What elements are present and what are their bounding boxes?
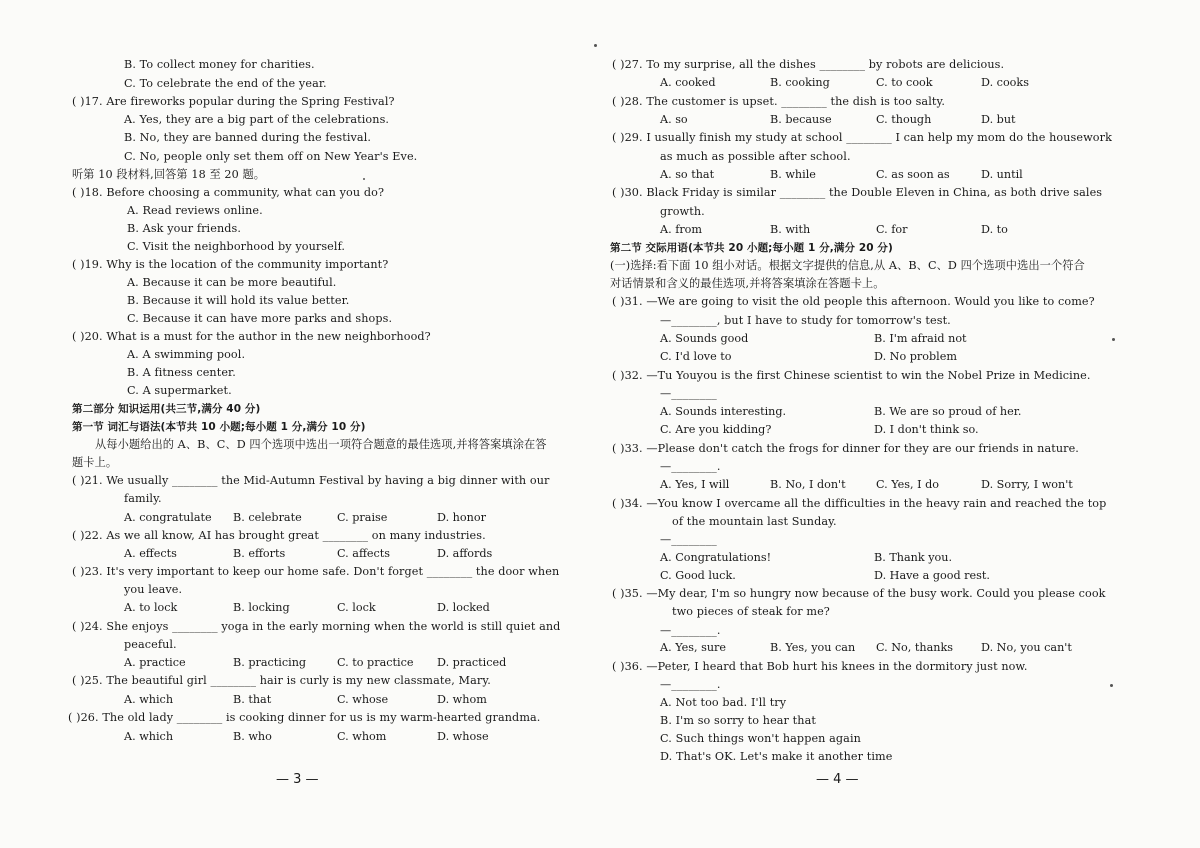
option-29-a: A. so that — [660, 168, 715, 181]
text-line: (一)选择:看下面 10 组小对话。根据文字提供的信息,从 A、B、C、D 四个选项中选出一个符合 — [610, 259, 1085, 272]
text-line: —________ — [660, 387, 717, 400]
text-line: ( )34. —You know I overcame all the difficulties in the heavy rain and reached the top — [612, 497, 1107, 510]
text-line: ( )20. What is a must for the author in the new neighborhood? — [72, 330, 431, 343]
text-line: —________, but I have to study for tomorrow's test. — [660, 314, 951, 327]
text-line: ( )25. The beautiful girl ________ hair is curly is my new classmate, Mary. — [72, 674, 491, 687]
section-heading: 第一节 词汇与语法(本节共 10 小题;每小题 1 分,满分 10 分) — [72, 421, 366, 433]
text-line: —________ — [660, 533, 717, 546]
option-22-b: B. efforts — [233, 547, 286, 560]
option-35-d: D. No, you can't — [981, 641, 1072, 654]
option-25-d: D. whom — [437, 693, 487, 706]
text-line: C. A supermarket. — [127, 384, 232, 397]
option-30-b: B. with — [770, 223, 811, 236]
option-34-d: D. Have a good rest. — [874, 569, 990, 582]
option-31-d: D. No problem — [874, 350, 957, 363]
option-28-c: C. though — [876, 113, 932, 126]
text-line: ( )31. —We are going to visit the old people this afternoon. Would you like to come? — [612, 295, 1095, 308]
text-line: ( )35. —My dear, I'm so hungry now because of the busy work. Could you please cook — [612, 587, 1106, 600]
section-heading: 第二节 交际用语(本节共 20 小题;每小题 1 分,满分 20 分) — [610, 242, 893, 254]
text-line: B. I'm so sorry to hear that — [660, 714, 816, 727]
text-line: ( )22. As we all know, AI has brought great ________ on many industries. — [72, 529, 486, 542]
option-25-a: A. which — [124, 693, 174, 706]
option-26-b: B. who — [233, 730, 272, 743]
text-line: 对话情景和含义的最佳选项,并将答案填涂在答题卡上。 — [610, 277, 885, 290]
option-21-c: C. praise — [337, 511, 388, 524]
text-line: growth. — [660, 205, 705, 218]
option-21-b: B. celebrate — [233, 511, 302, 524]
text-line: ( )29. I usually finish my study at school ________ I can help my mom do the housework — [612, 131, 1112, 144]
section-heading: 第二部分 知识运用(共三节,满分 40 分) — [72, 403, 261, 415]
text-line: —________. — [660, 624, 721, 637]
option-32-c: C. Are you kidding? — [660, 423, 772, 436]
text-line: ( )18. Before choosing a community, what can you do? — [72, 186, 385, 199]
text-line: C. Visit the neighborhood by yourself. — [127, 240, 346, 253]
text-line: ( )17. Are fireworks popular during the Spring Festival? — [72, 95, 395, 108]
option-27-c: C. to cook — [876, 76, 933, 89]
option-24-b: B. practicing — [233, 656, 307, 669]
option-34-c: C. Good luck. — [660, 569, 736, 582]
option-23-b: B. locking — [233, 601, 290, 614]
text-line: A. Because it can be more beautiful. — [127, 276, 337, 289]
text-line: you leave. — [124, 583, 183, 596]
text-line: B. Because it will hold its value better. — [127, 294, 350, 307]
option-24-a: A. practice — [124, 656, 186, 669]
text-line: —________. — [660, 678, 721, 691]
option-32-b: B. We are so proud of her. — [874, 405, 1022, 418]
scan-speck — [1110, 684, 1113, 687]
text-line: ( )21. We usually ________ the Mid-Autumn Festival by having a big dinner with our — [72, 474, 550, 487]
text-line: C. Because it can have more parks and shops. — [127, 312, 393, 325]
option-23-c: C. lock — [337, 601, 376, 614]
option-23-d: D. locked — [437, 601, 490, 614]
option-22-c: C. affects — [337, 547, 391, 560]
option-31-b: B. I'm afraid not — [874, 332, 967, 345]
text-line: C. To celebrate the end of the year. — [124, 77, 327, 90]
option-29-b: B. while — [770, 168, 816, 181]
option-25-c: C. whose — [337, 693, 389, 706]
option-35-b: B. Yes, you can — [770, 641, 856, 654]
text-line: two pieces of steak for me? — [672, 605, 830, 618]
text-line: A. A swimming pool. — [127, 348, 246, 361]
scan-speck — [1112, 338, 1115, 341]
text-line: B. Ask your friends. — [127, 222, 242, 235]
text-line: 从每小题给出的 A、B、C、D 四个选项中选出一项符合题意的最佳选项,并将答案填涂在答 — [95, 438, 547, 451]
option-32-a: A. Sounds interesting. — [660, 405, 787, 418]
option-29-c: C. as soon as — [876, 168, 950, 181]
option-24-d: D. practiced — [437, 656, 507, 669]
option-26-c: C. whom — [337, 730, 387, 743]
text-line: B. A fitness center. — [127, 366, 236, 379]
text-line: as much as possible after school. — [660, 150, 851, 163]
option-31-a: A. Sounds good — [660, 332, 749, 345]
option-31-c: C. I'd love to — [660, 350, 732, 363]
text-line: ( )23. It's very important to keep our home safe. Don't forget ________ the door when — [72, 565, 560, 578]
text-line: ( )36. —Peter, I heard that Bob hurt his knees in the dormitory just now. — [612, 660, 1028, 673]
option-30-a: A. from — [660, 223, 703, 236]
option-35-c: C. No, thanks — [876, 641, 954, 654]
option-30-c: C. for — [876, 223, 908, 236]
text-line: family. — [124, 492, 162, 505]
text-line: A. Not too bad. I'll try — [660, 696, 787, 709]
option-24-c: C. to practice — [337, 656, 414, 669]
text-line: ( )27. To my surprise, all the dishes ________ by robots are delicious. — [612, 58, 1005, 71]
text-line: D. That's OK. Let's make it another time — [660, 750, 893, 763]
text-line: C. Such things won't happen again — [660, 732, 861, 745]
text-line: —________. — [660, 460, 721, 473]
option-30-d: D. to — [981, 223, 1008, 236]
option-28-d: D. but — [981, 113, 1016, 126]
right-page — [600, 0, 1200, 848]
option-23-a: A. to lock — [124, 601, 178, 614]
option-32-d: D. I don't think so. — [874, 423, 979, 436]
text-line: ( )28. The customer is upset. ________ the dish is too salty. — [612, 95, 946, 108]
option-22-a: A. effects — [124, 547, 177, 560]
text-line: peaceful. — [124, 638, 177, 651]
text-line: of the mountain last Sunday. — [672, 515, 837, 528]
option-21-a: A. congratulate — [124, 511, 212, 524]
option-28-b: B. because — [770, 113, 832, 126]
option-27-a: A. cooked — [660, 76, 716, 89]
option-33-d: D. Sorry, I won't — [981, 478, 1073, 491]
text-line: ( )30. Black Friday is similar ________ the Double Eleven in China, as both drive sales — [612, 186, 1103, 199]
option-35-a: A. Yes, sure — [660, 641, 726, 654]
option-28-a: A. so — [660, 113, 688, 126]
option-34-b: B. Thank you. — [874, 551, 953, 564]
text-line: 题卡上。 — [72, 456, 118, 469]
option-33-a: A. Yes, I will — [660, 478, 730, 491]
scan-speck — [363, 178, 365, 180]
text-line: ( )33. —Please don't catch the frogs for dinner for they are our friends in nature. — [612, 442, 1079, 455]
option-27-d: D. cooks — [981, 76, 1029, 89]
option-34-a: A. Congratulations! — [660, 551, 772, 564]
option-25-b: B. that — [233, 693, 272, 706]
text-line: C. No, people only set them off on New Year's Eve. — [124, 150, 418, 163]
text-line: ( )19. Why is the location of the community important? — [72, 258, 389, 271]
option-26-d: D. whose — [437, 730, 489, 743]
option-26-a: A. which — [124, 730, 174, 743]
text-line: ( )26. The old lady ________ is cooking dinner for us is my warm-hearted grandma. — [68, 711, 541, 724]
text-line: A. Read reviews online. — [127, 204, 263, 217]
option-29-d: D. until — [981, 168, 1023, 181]
option-22-d: D. affords — [437, 547, 493, 560]
page-number: — 4 — — [816, 772, 859, 787]
text-line: ( )32. —Tu Youyou is the first Chinese scientist to win the Nobel Prize in Medicine. — [612, 369, 1091, 382]
page-number: — 3 — — [276, 772, 319, 787]
scan-speck — [594, 44, 597, 47]
option-33-b: B. No, I don't — [770, 478, 846, 491]
option-33-c: C. Yes, I do — [876, 478, 940, 491]
text-line: A. Yes, they are a big part of the celebrations. — [124, 113, 390, 126]
option-27-b: B. cooking — [770, 76, 830, 89]
text-line: B. No, they are banned during the festival. — [124, 131, 372, 144]
option-21-d: D. honor — [437, 511, 486, 524]
text-line: 听第 10 段材料,回答第 18 至 20 题。 — [72, 168, 266, 181]
text-line: ( )24. She enjoys ________ yoga in the early morning when the world is still quiet and — [72, 620, 561, 633]
text-line: B. To collect money for charities. — [124, 58, 315, 71]
